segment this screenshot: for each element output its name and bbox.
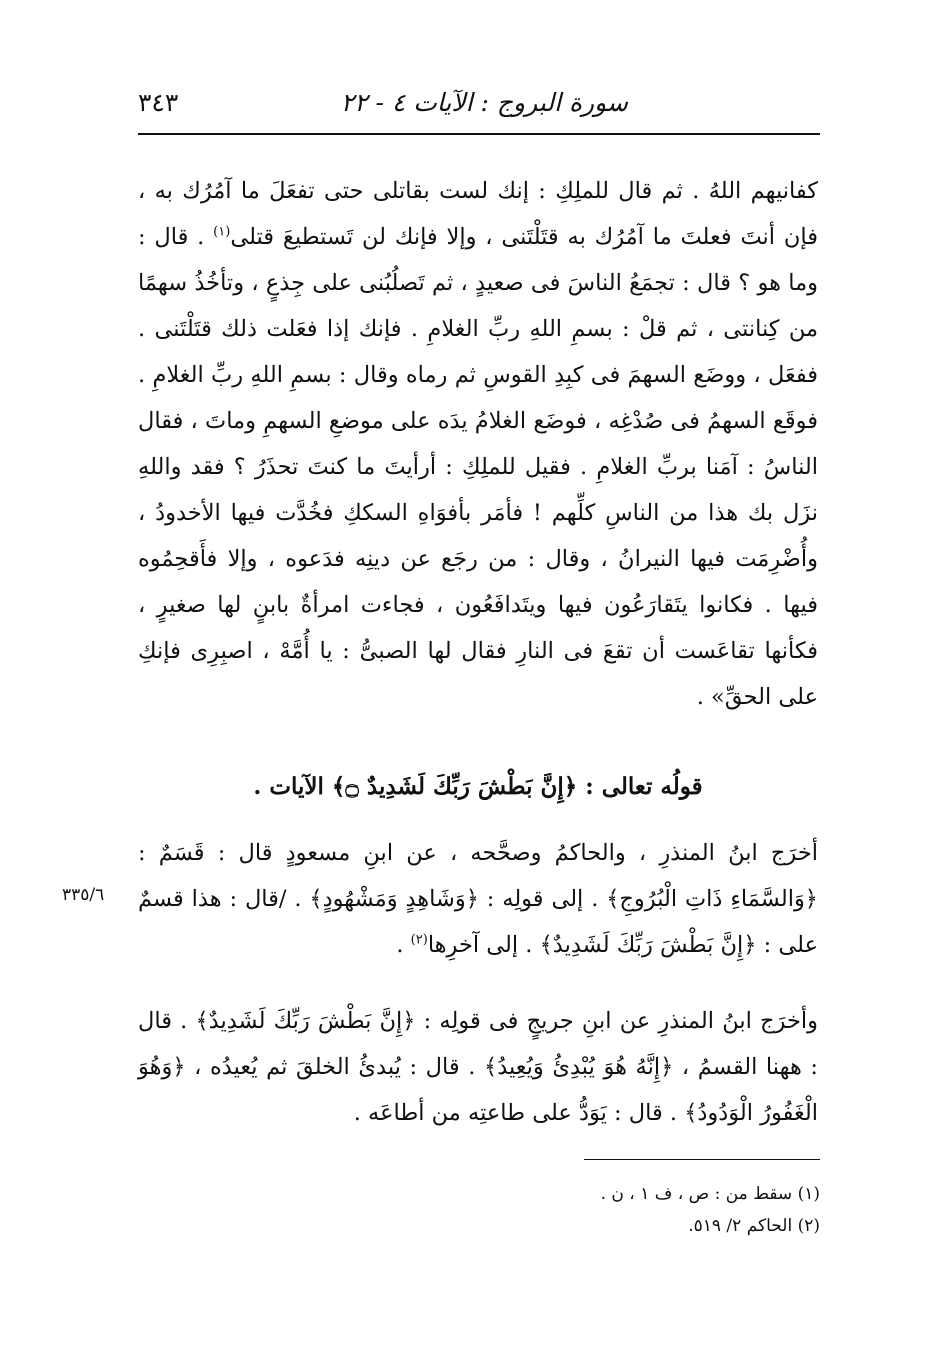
- main-paragraph: [138, 168, 818, 720]
- margin-reference: ٣٣٥/٦: [62, 885, 105, 905]
- footnote-mark-1: (١): [213, 224, 231, 240]
- ibn-jurayj-report: وأخرَج ابنُ المنذرِ عن ابنِ جريجٍ فى قولِه : ﴿إِنَّ بَطْشَ رَبِّكَ لَشَدِيدٌ﴾ . قال : ههنا القسمُ ، ﴿إِنَّهُ هُوَ يُبْدِئُ وَيُعِيدُ﴾ . قال : يُبدئُ الخلقَ ثم يُعيدُه ، ﴿وَهُوَ الْغَفُورُ الْوَدُودُ﴾ . قال : يَوَدُّ على طاعتِه من أطاعَه .: [138, 1008, 818, 1126]
- header-rule: [138, 133, 820, 135]
- page-number: ٣٤٣: [138, 88, 179, 117]
- footnote-2: (٢) الحاكم ٢/ ٥١٩.: [688, 1216, 820, 1236]
- hadith-text: كفانيهم اللهُ . ثم قال للملِكِ : إنك لست بقاتلى حتى تفعَلَ ما آمُرُك به ، فإن أنتَ فعلتَ ما آمُرُك به قتَلْتَنى ، وإلا فإنك لن تَستطيعَ قتلى$^{(١)}$ . قال : وما هو ؟ قال : تجمَعُ الناسَ فى صعيدٍ ، ثم تَصلُبُنى على جِذعٍ ، وتأخُذُ سهمًا من كِنانتى ، ثم قلْ : بسمِ اللهِ ربِّ الغلامِ . فإنك إذا فعَلت ذلك قتَلْتَنى . ففعَل ، ووضَع السهمَ فى كبِدِ القوسِ ثم رماه وقال : بسمِ اللهِ ربِّ الغلامِ . فوقَع السهمُ فى صُدْغِه ، فوضَع الغلامُ يدَه على موضعِ السهمِ وماتَ ، فقال الناسُ : آمَنا بربِّ الغلامِ . فقيل للملِكِ : أرأيتَ ما كنتَ تحذَرُ ؟ فقد واللهِ نزَل بك هذا من الناسِ كلِّهم ! فأمَر بأفوَاهِ السككِ فخُدَّت فيها الأخدودُ ، وأُضْرِمَت فيها النيرانُ ، وقال : من رجَع عن دينِه فدَعوه ، وإلا فأَقحِمُوه فيها . فكانوا يتَقارَعُون فيها ويتَدافَعُون ، فجاءت امرأةٌ بابنٍ لها صغيرٍ ، فكأنها تقاعَست أن تقعَ فى النارِ فقال لها الصبىُّ : يا أُمَّهْ ، اصبِرِى فإنكِ على الحقِّ» .: [138, 178, 819, 710]
- footnote-rule: [584, 1159, 820, 1160]
- tafsir-paragraph-1: [138, 830, 818, 968]
- tafsir-paragraph-2: [138, 998, 818, 1136]
- running-header: [138, 88, 818, 128]
- footnote-1: (١) سقط من : ص ، ف ١ ، ن .: [600, 1184, 820, 1204]
- verse-heading-block: [138, 764, 818, 810]
- verse-heading: قولُه تعالى : ﴿إِنَّ بَطْشَ رَبِّكَ لَشَدِيدٌ ۝﴾ الآيات .: [253, 773, 703, 800]
- ibn-masud-report: أخرَج ابنُ المنذرِ ، والحاكمُ وصحَّحه ، عن ابنِ مسعودٍ قال : قَسَمٌ : ﴿وَالسَّمَاءِ ذَاتِ الْبُرُوجِ﴾ . إلى قولِه : ﴿وَشَاهِدٍ وَمَشْهُودٍ﴾ . /قال : هذا قسمٌ على : ﴿إِنَّ بَطْشَ رَبِّكَ لَشَدِيدٌ﴾ . إلى آخرِها$^{(٢)}$ .: [138, 840, 818, 958]
- surah-title: سورة البروج : الآيات ٤ - ٢٢: [340, 88, 628, 117]
- footnote-mark-2: (٢): [410, 932, 428, 948]
